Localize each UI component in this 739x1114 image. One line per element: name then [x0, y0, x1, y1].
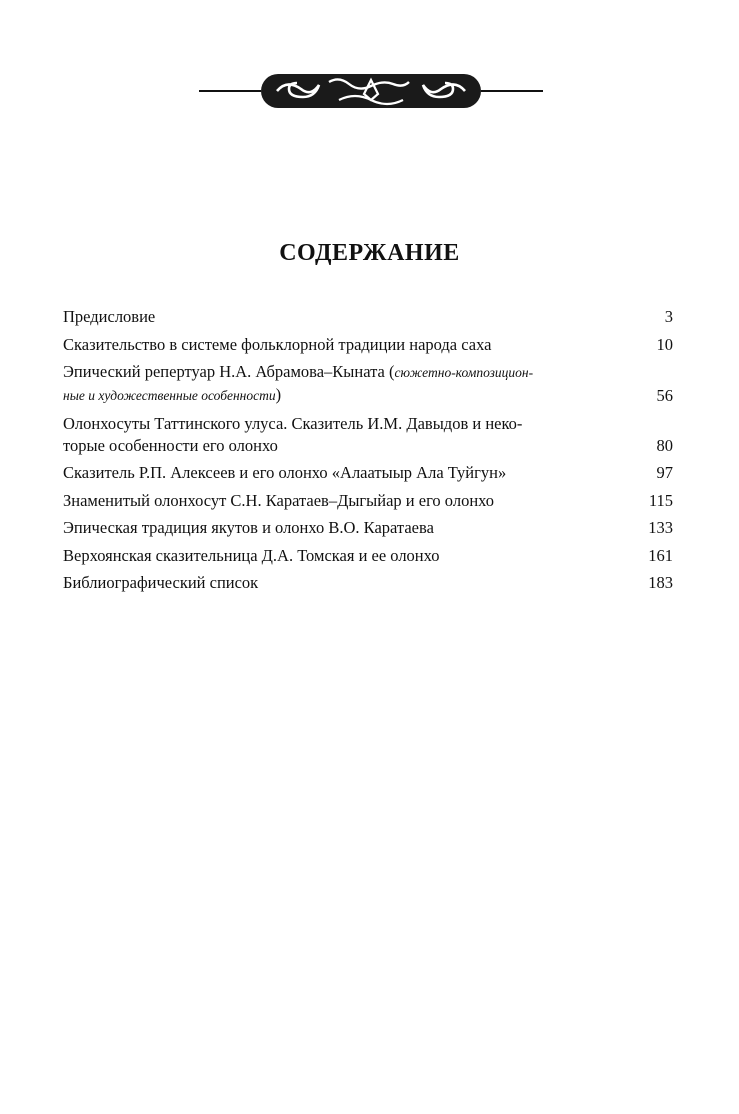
toc-entry-title: Верхоянская сказительница Д.А. Томская и ее олонхо — [63, 545, 440, 565]
toc-entry — [63, 572, 673, 594]
toc-entry-page: 56 — [656, 386, 673, 405]
toc-entry — [63, 334, 673, 356]
toc-entry — [63, 517, 673, 539]
toc-entry — [63, 490, 673, 512]
toc-entry-page: 80 — [656, 435, 673, 455]
toc-entry-title: Библиографический список — [63, 573, 259, 592]
toc-entry-title: Эпическая традиция якутов и олонхо В.О. Каратаева — [63, 518, 434, 537]
toc-entry-page: 133 — [648, 518, 673, 537]
toc-entry — [63, 413, 673, 457]
toc-entry-page: 161 — [648, 545, 673, 565]
toc-entry-title: Эпический репертуар Н.А. Абрамова–Кыната (сюжетно-композицион- ные и художественные особенности) — [63, 362, 534, 404]
toc-entry-title: Предисловие — [63, 307, 156, 326]
table-of-contents — [63, 306, 673, 600]
page-title: СОДЕРЖАНИЕ — [279, 240, 460, 266]
toc-entry-page: 183 — [648, 573, 673, 592]
toc-entry — [63, 306, 673, 328]
toc-entry-page: 97 — [656, 463, 673, 482]
toc-entry-page: 10 — [656, 334, 673, 354]
toc-entry-title: Сказитель Р.П. Алексеев и его олонхо «Алаатыыр Ала Туйгун» — [63, 463, 507, 482]
toc-entry-page: 115 — [648, 490, 673, 510]
toc-entry-page: 3 — [664, 307, 673, 326]
toc-entry — [63, 462, 673, 484]
toc-entry-title: Олонхосуты Таттинского улуса. Сказитель И.М. Давыдов и неко- торые особенности его олонхо — [63, 413, 523, 455]
toc-entry — [63, 545, 673, 567]
toc-entry — [63, 361, 673, 407]
ornament-divider — [199, 70, 543, 112]
toc-entry-subtitle: сюжетно-композицион- ные и художественные особенности — [63, 365, 534, 403]
toc-entry-title: Сказительство в системе фольклорной традиции народа саха — [63, 334, 492, 354]
toc-entry-title: Знаменитый олонхосут С.Н. Каратаев–Дыгыйар и его олонхо — [63, 490, 495, 510]
